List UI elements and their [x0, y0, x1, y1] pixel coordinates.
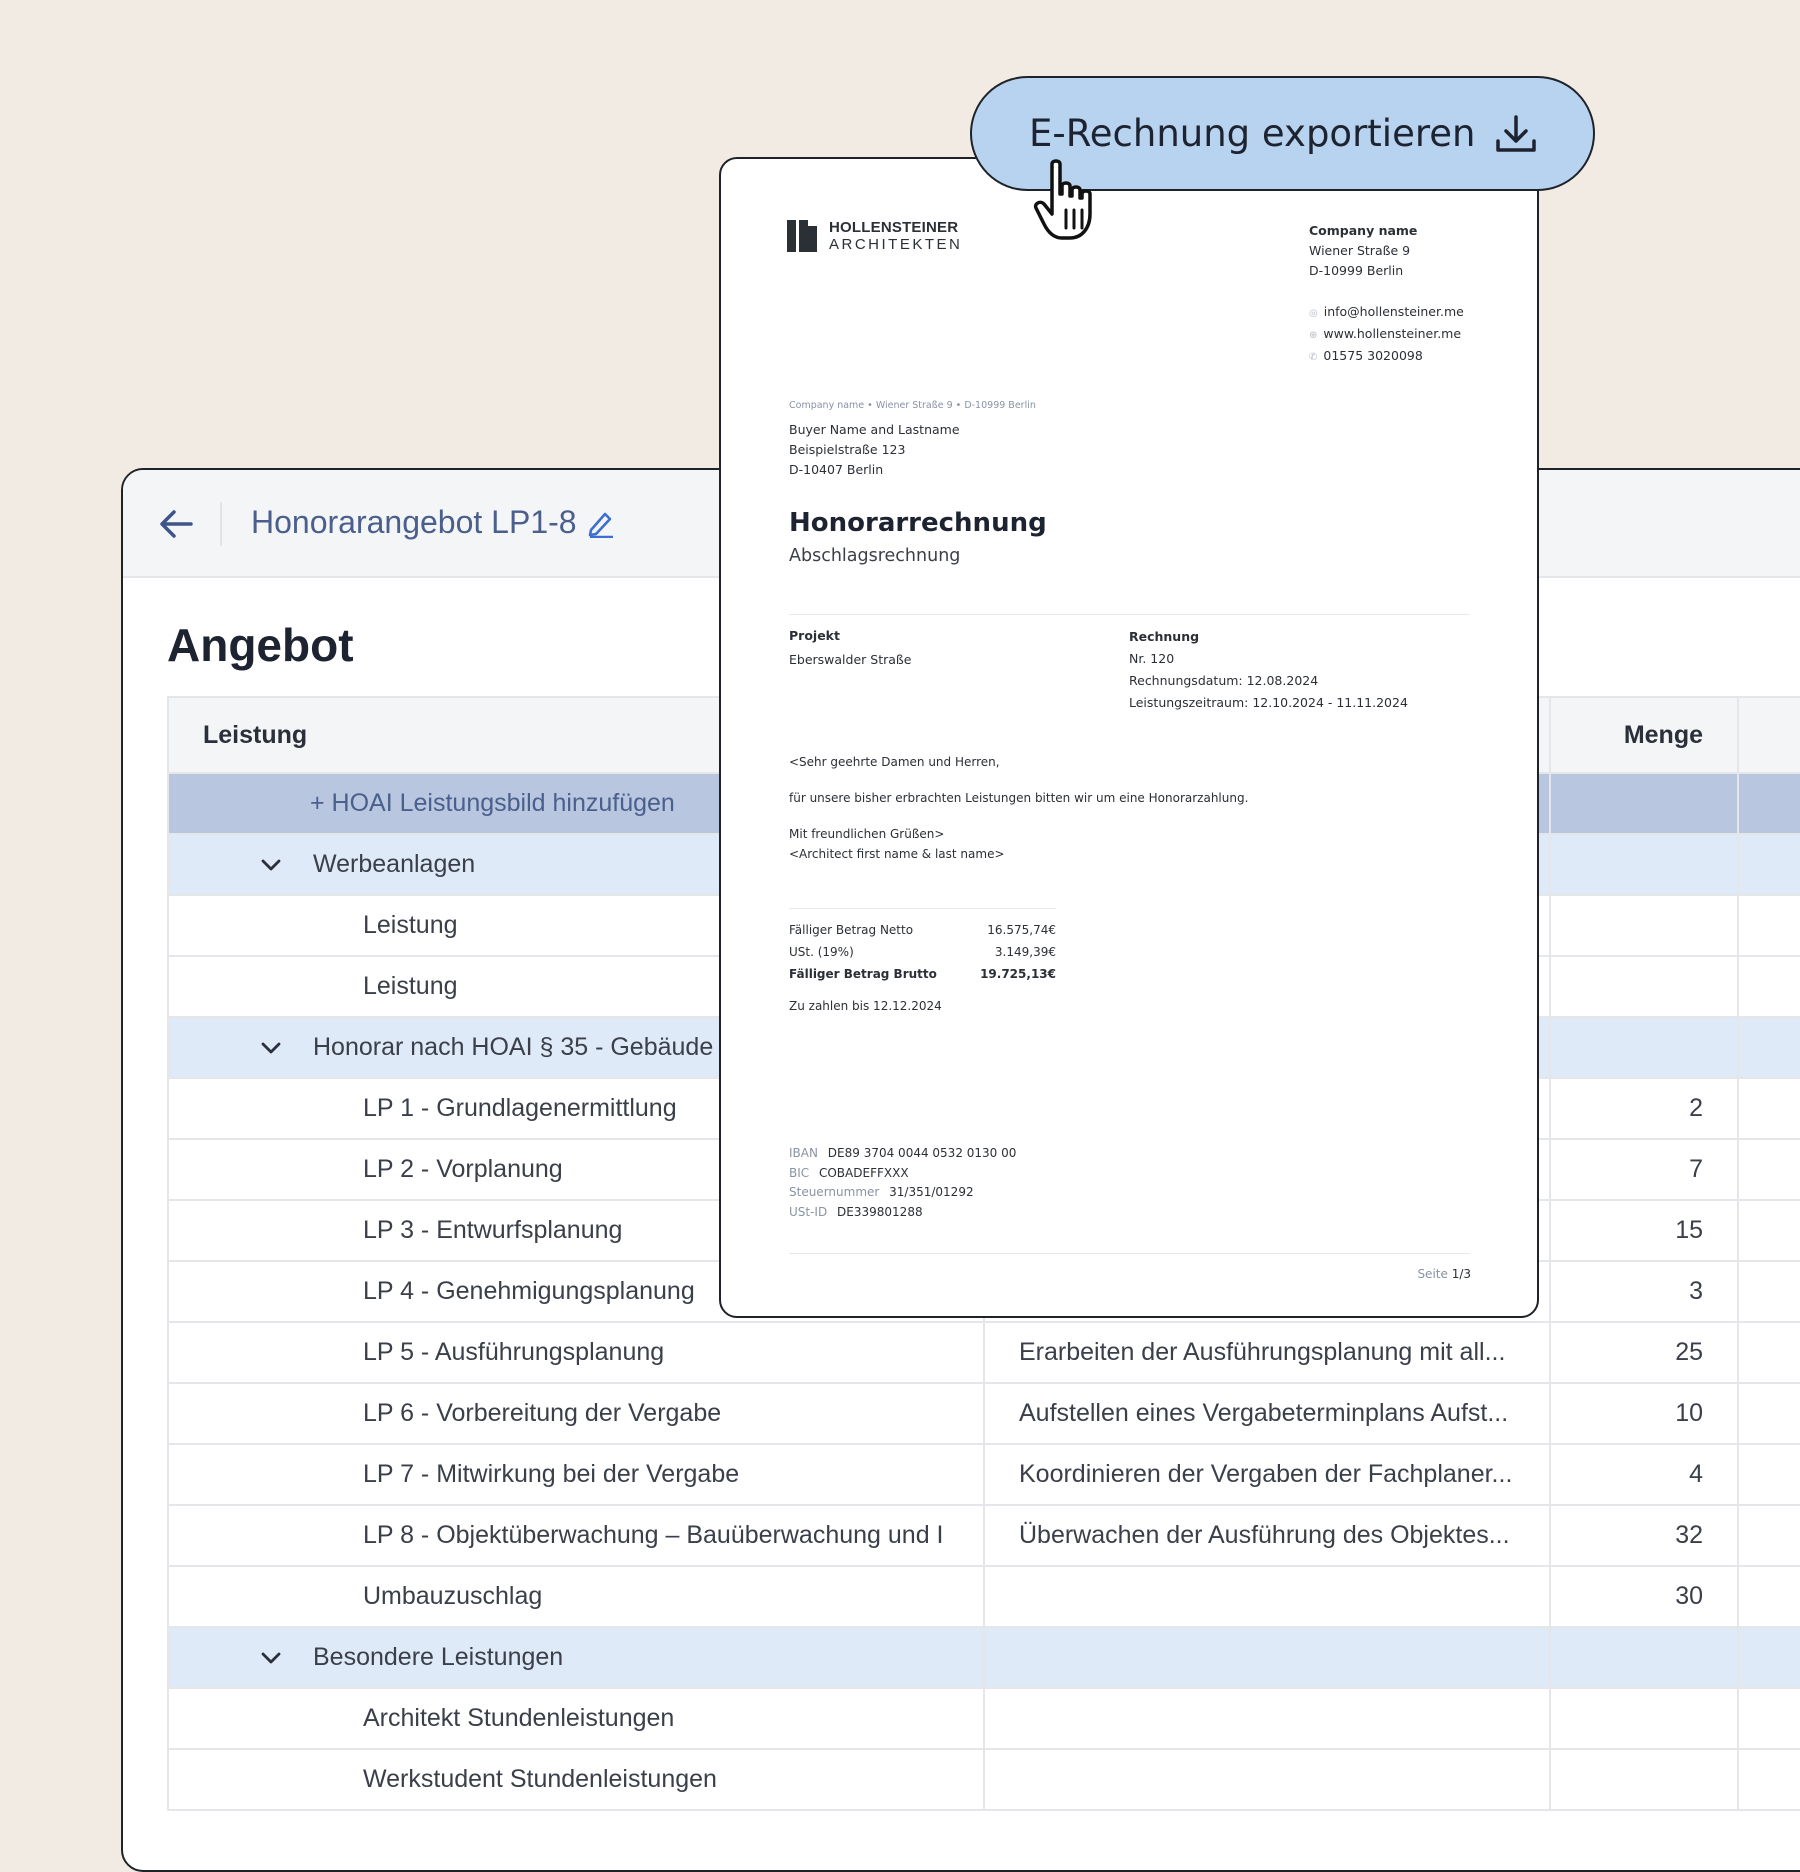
sender-line-city: D-10999 Berlin — [964, 400, 1036, 411]
bank-line — [789, 1183, 1016, 1203]
group-row[interactable] — [167, 1628, 1800, 1689]
service-label: Leistung — [363, 911, 458, 939]
recipient-name: Buyer Name and Lastname — [789, 422, 960, 437]
header-quantity: Menge — [1549, 698, 1737, 772]
total-line — [789, 941, 1056, 963]
service-label: LP 5 - Ausführungsplanung — [363, 1338, 665, 1366]
extra-cell — [1737, 1628, 1800, 1687]
email-icon: ◎ — [1309, 308, 1318, 319]
project-block — [789, 626, 911, 670]
quantity-cell[interactable]: 10 — [1549, 1384, 1737, 1443]
quantity-cell[interactable]: 7 — [1549, 1140, 1737, 1199]
extra-cell — [1737, 1201, 1800, 1260]
logo-text — [829, 219, 962, 253]
extra-cell — [1737, 1079, 1800, 1138]
service-label: LP 2 - Vorplanung — [363, 1155, 563, 1183]
service-label: LP 8 - Objektüberwachung – Bauüberwachung und I — [363, 1521, 944, 1549]
table-row[interactable] — [167, 1323, 1800, 1384]
recipient-city: D-10407 Berlin — [789, 462, 884, 477]
extra-cell — [1737, 896, 1800, 955]
arrow-left-icon — [159, 509, 193, 539]
description-cell[interactable] — [983, 1384, 1551, 1443]
service-label: Umbauzuschlag — [363, 1582, 543, 1610]
bank-line — [789, 1144, 1016, 1164]
extra-cell — [1737, 1506, 1800, 1565]
invoice-title: Honorarrechnung — [789, 508, 1047, 538]
quantity-cell[interactable] — [1549, 1628, 1737, 1687]
extra-cell — [1737, 957, 1800, 1016]
service-label: LP 4 - Genehmigungsplanung — [363, 1277, 695, 1305]
extra-cell — [1737, 1750, 1800, 1809]
table-row[interactable] — [167, 1689, 1800, 1750]
extra-cell — [1737, 1567, 1800, 1626]
service-label: LP 7 - Mitwirkung bei der Vergabe — [363, 1460, 740, 1488]
due-date: Zu zahlen bis 12.12.2024 — [789, 999, 942, 1013]
signature: <Architect first name & last name> — [789, 847, 1005, 861]
export-button-label: E-Rechnung exportieren — [1029, 112, 1476, 155]
quantity-cell[interactable]: 15 — [1549, 1201, 1737, 1260]
chevron-down-icon[interactable] — [259, 853, 283, 877]
service-label: Honorar nach HOAI § 35 - Gebäude — [313, 1033, 714, 1061]
greeting: <Sehr geehrte Damen und Herren, — [789, 755, 1000, 769]
extra-cell — [1737, 1384, 1800, 1443]
service-cell[interactable] — [169, 1445, 983, 1504]
add-row-cell — [1549, 774, 1737, 833]
service-cell[interactable] — [169, 1506, 983, 1565]
description-cell[interactable] — [983, 1628, 1551, 1687]
page-label: Seite — [1417, 1267, 1448, 1281]
sender-street: Wiener Straße 9 — [1309, 243, 1411, 258]
table-row[interactable] — [167, 1445, 1800, 1506]
extra-cell — [1737, 1323, 1800, 1382]
extra-cell — [1737, 1689, 1800, 1748]
description-text: Aufstellen eines Vergabeterminplans Aufst... — [1019, 1399, 1509, 1427]
logo-mark-icon — [787, 220, 817, 252]
sender-email-text: info@hollensteiner.me — [1323, 304, 1464, 319]
sender-email — [1309, 302, 1464, 324]
divider — [220, 502, 222, 546]
project-value: Eberswalder Straße — [789, 652, 912, 667]
pencil-icon[interactable] — [587, 508, 615, 538]
extra-cell — [1737, 835, 1800, 894]
extra-cell — [1737, 1140, 1800, 1199]
total-value: 19.725,13€ — [980, 967, 1056, 981]
download-icon — [1495, 114, 1537, 154]
back-button[interactable] — [151, 500, 201, 548]
sender-line-street: Wiener Straße 9 — [875, 400, 953, 411]
service-label: LP 1 - Grundlagenermittlung — [363, 1094, 677, 1122]
company-logo — [787, 219, 962, 253]
quantity-cell[interactable] — [1549, 1689, 1737, 1748]
sender-line: Company name • Wiener Straße 9 • D-10999 Berlin — [789, 400, 1036, 411]
description-text: Koordinieren der Vergaben der Fachplaner... — [1019, 1460, 1513, 1488]
invoice-details — [1129, 626, 1408, 714]
table-row[interactable] — [167, 1384, 1800, 1445]
quantity-cell[interactable] — [1549, 835, 1737, 894]
add-row-cell — [1737, 774, 1800, 833]
invoice-label: Rechnung — [1129, 629, 1200, 644]
quantity-cell[interactable]: 3 — [1549, 1262, 1737, 1321]
quantity-cell[interactable]: 32 — [1549, 1506, 1737, 1565]
section-title: Angebot — [167, 619, 354, 671]
document-title-text: Honorarangebot LP1-8 — [251, 504, 577, 540]
quantity-cell[interactable] — [1549, 1750, 1737, 1809]
service-label: LP 6 - Vorbereitung der Vergabe — [363, 1399, 722, 1427]
sender-city: D-10999 Berlin — [1309, 263, 1404, 278]
header-service: Leistung — [203, 720, 308, 749]
invoice-date: Rechnungsdatum: 12.08.2024 — [1129, 673, 1319, 688]
quantity-cell[interactable]: 25 — [1549, 1323, 1737, 1382]
total-label: Fälliger Betrag Brutto — [789, 967, 937, 981]
extra-cell — [1737, 1262, 1800, 1321]
service-cell[interactable] — [169, 1750, 983, 1809]
service-cell[interactable] — [169, 1323, 983, 1382]
total-label: USt. (19%) — [789, 945, 854, 959]
bank-value: COBADEFFXXX — [818, 1165, 909, 1180]
invoice-number: Nr. 120 — [1129, 651, 1175, 666]
total-line — [789, 919, 1056, 941]
quantity-cell[interactable] — [1549, 1018, 1737, 1077]
bank-label: BIC — [789, 1165, 810, 1180]
totals — [789, 919, 1056, 985]
service-label: Architekt Stundenleistungen — [363, 1704, 675, 1732]
divider — [789, 1253, 1470, 1254]
service-label: Leistung — [363, 972, 458, 1000]
recipient-street: Beispielstraße 123 — [789, 442, 906, 457]
total-value: 3.149,39€ — [994, 945, 1056, 959]
description-text: Überwachen der Ausführung des Objektes... — [1019, 1521, 1510, 1549]
document-title[interactable] — [251, 504, 615, 541]
bank-line — [789, 1203, 1016, 1223]
table-row[interactable] — [167, 1567, 1800, 1628]
extra-cell — [1737, 1018, 1800, 1077]
service-label: Werkstudent Stundenleistungen — [363, 1765, 717, 1793]
service-label: Werbeanlagen — [313, 850, 476, 878]
service-period: Leistungszeitraum: 12.10.2024 - 11.11.2024 — [1129, 695, 1408, 710]
service-cell[interactable] — [169, 1628, 983, 1687]
closing: Mit freundlichen Grüßen> — [789, 827, 945, 841]
divider — [789, 614, 1470, 615]
quantity-cell[interactable]: 2 — [1549, 1079, 1737, 1138]
bank-label: IBAN — [789, 1146, 818, 1160]
logo-line-1: HOLLENSTEINER — [829, 219, 959, 236]
description-cell[interactable] — [983, 1506, 1551, 1565]
service-label: Besondere Leistungen — [313, 1643, 564, 1671]
page-number — [1417, 1267, 1471, 1281]
bank-label: USt-ID — [789, 1204, 828, 1219]
sender-name: Company name — [1309, 223, 1418, 238]
divider — [789, 908, 1056, 909]
sender-phone — [1309, 346, 1464, 368]
service-label: LP 3 - Entwurfsplanung — [363, 1216, 623, 1244]
chevron-down-icon[interactable] — [259, 1646, 283, 1670]
add-hoai-button[interactable]: + HOAI Leistungsbild hinzufügen — [310, 789, 675, 817]
total-line — [789, 963, 1056, 985]
bank-line — [789, 1164, 1016, 1184]
invoice-subtitle: Abschlagsrechnung — [789, 546, 961, 566]
table-row[interactable] — [167, 1750, 1800, 1811]
service-cell[interactable] — [169, 1384, 983, 1443]
bank-value: DE89 3704 0044 0532 0130 00 — [827, 1146, 1017, 1160]
description-cell[interactable] — [983, 1445, 1551, 1504]
header-extra — [1737, 698, 1800, 772]
recipient-address — [789, 420, 960, 480]
letter-body: für unsere bisher erbrachten Leistungen bitten wir um eine Honorarzahlung. — [789, 791, 1249, 805]
description-cell[interactable] — [983, 1750, 1551, 1809]
quantity-cell[interactable] — [1549, 957, 1737, 1016]
chevron-down-icon[interactable] — [259, 1036, 283, 1060]
bank-details — [789, 1144, 1016, 1222]
service-cell[interactable] — [169, 1567, 983, 1626]
hand-pointer-icon — [1032, 158, 1102, 244]
sender-contact — [1309, 302, 1464, 368]
sender-web-text: www.hollensteiner.me — [1323, 326, 1462, 341]
total-value: 16.575,74€ — [987, 923, 1056, 937]
sender-address — [1309, 221, 1417, 281]
invoice-preview — [719, 157, 1539, 1318]
description-cell[interactable] — [983, 1567, 1551, 1626]
bank-label: Steuernummer — [789, 1185, 880, 1199]
bank-value: 31/351/01292 — [889, 1185, 974, 1199]
quantity-cell[interactable]: 30 — [1549, 1567, 1737, 1626]
phone-icon: ✆ — [1309, 352, 1318, 363]
page-value: 1/3 — [1451, 1267, 1471, 1281]
quantity-cell[interactable]: 4 — [1549, 1445, 1737, 1504]
service-cell[interactable] — [169, 1689, 983, 1748]
description-cell[interactable] — [983, 1689, 1551, 1748]
bank-value: DE339801288 — [837, 1204, 923, 1219]
sender-phone-text: 01575 3020098 — [1323, 348, 1423, 363]
quantity-cell[interactable] — [1549, 896, 1737, 955]
description-cell[interactable] — [983, 1323, 1551, 1382]
extra-cell — [1737, 1445, 1800, 1504]
logo-line-2: ARCHITEKTEN — [829, 236, 963, 253]
sender-web — [1309, 324, 1464, 346]
globe-icon: ⊕ — [1309, 330, 1318, 341]
project-label: Projekt — [789, 628, 840, 643]
table-row[interactable] — [167, 1506, 1800, 1567]
total-label: Fälliger Betrag Netto — [789, 923, 914, 937]
description-text: Erarbeiten der Ausführungsplanung mit all... — [1019, 1338, 1506, 1366]
sender-line-name: Company name — [789, 400, 865, 411]
